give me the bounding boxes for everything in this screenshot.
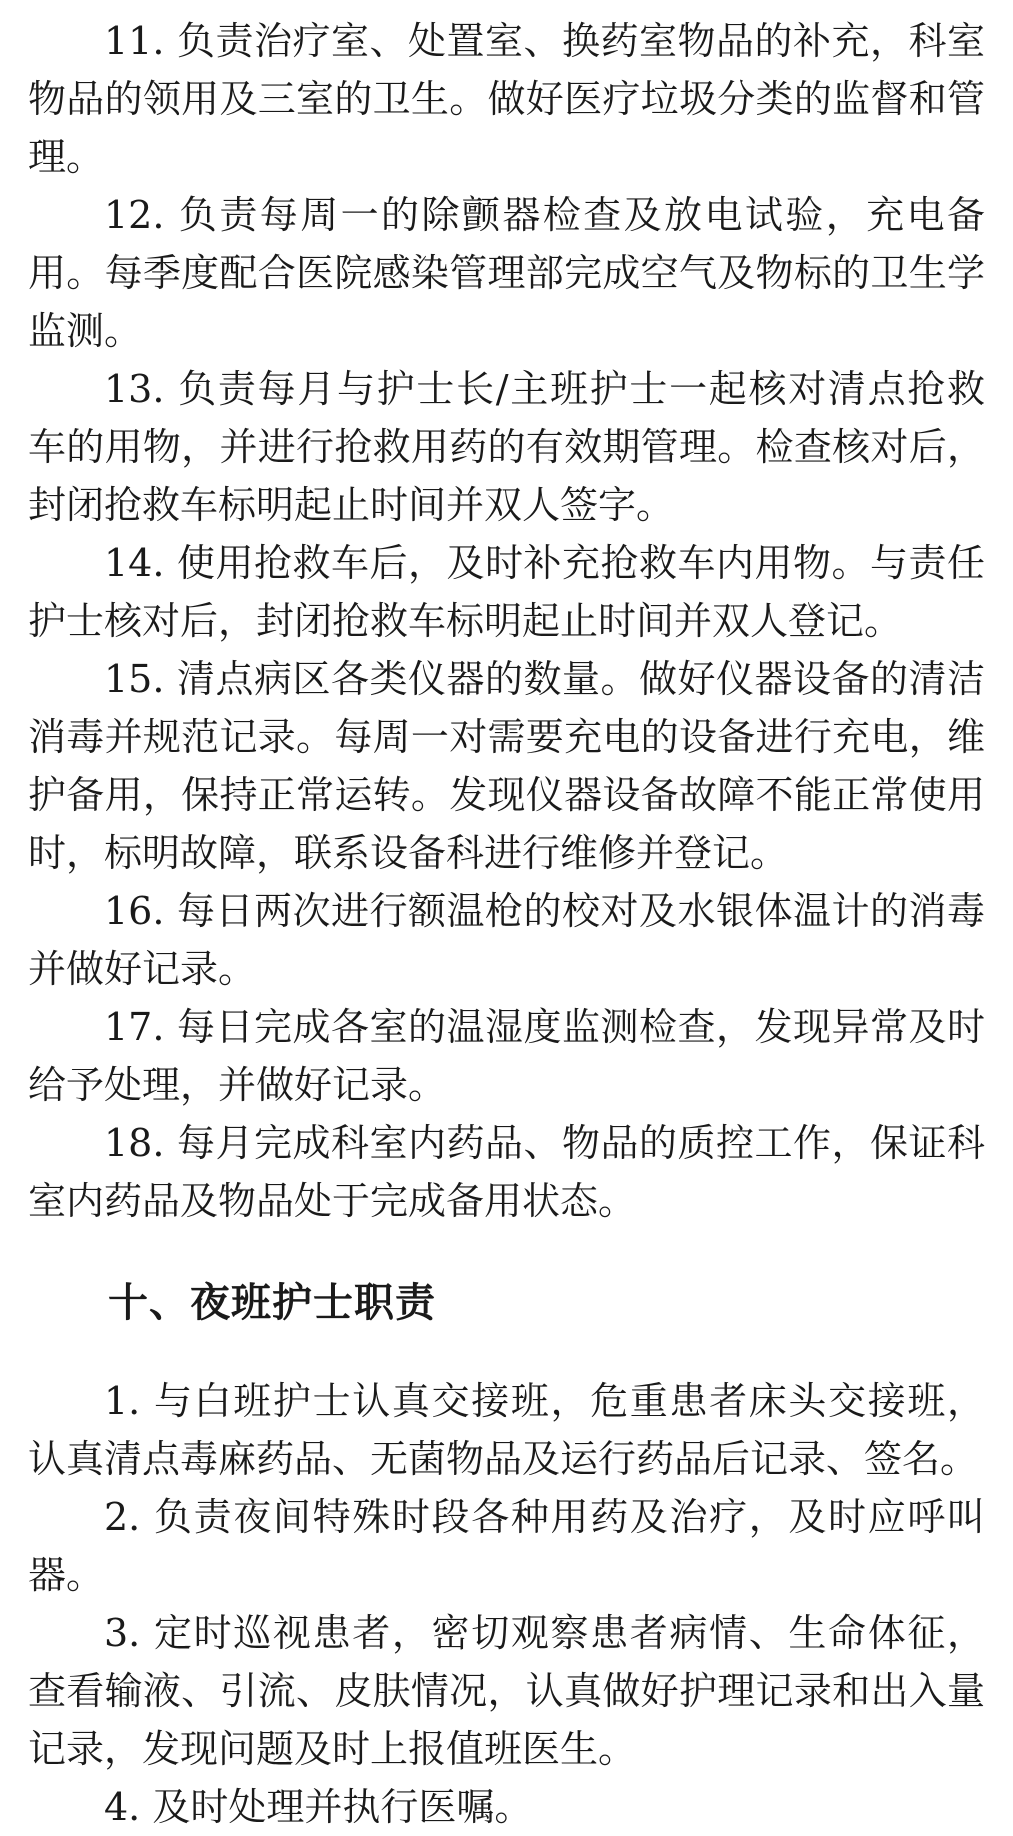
- duty-item-16: 16. 每日两次进行额温枪的校对及水银体温计的消毒并做好记录。: [28, 889, 985, 991]
- night-duty-item-2: 2. 负责夜间特殊时段各种用药及治疗，及时应呼叫器。: [28, 1495, 985, 1597]
- duty-item-17: 17. 每日完成各室的温湿度监测检查，发现异常及时给予处理，并做好记录。: [28, 1005, 985, 1107]
- night-duty-item-3: 3. 定时巡视患者，密切观察患者病情、生命体征，查看输液、引流、皮肤情况，认真做好护理记录和出入量记录，发现问题及时上报值班医生。: [28, 1611, 985, 1771]
- duty-item-11: 11. 负责治疗室、处置室、换药室物品的补充，科室物品的领用及三室的卫生。做好医疗垃圾分类的监督和管理。: [28, 19, 985, 179]
- duty-item-18: 18. 每月完成科室内药品、物品的质控工作，保证科室内药品及物品处于完成备用状态。: [28, 1121, 985, 1223]
- night-duty-item-1: 1. 与白班护士认真交接班，危重患者床头交接班，认真清点毒麻药品、无菌物品及运行药品后记录、签名。: [28, 1379, 985, 1481]
- duty-item-13: 13. 负责每月与护士长/主班护士一起核对清点抢救车的用物，并进行抢救用药的有效期管理。检查核对后，封闭抢救车标明起止时间并双人签字。: [28, 367, 985, 527]
- night-duty-item-4: 4. 及时处理并执行医嘱。: [104, 1785, 533, 1829]
- duty-item-15: 15. 清点病区各类仪器的数量。做好仪器设备的清洁消毒并规范记录。每周一对需要充电的设备进行充电，维护备用，保持正常运转。发现仪器设备故障不能正常使用时，标明故障，联系设备科进行维修并登记。: [28, 657, 985, 875]
- duty-item-14: 14. 使用抢救车后，及时补充抢救车内用物。与责任护士核对后，封闭抢救车标明起止时间并双人登记。: [28, 541, 985, 643]
- section-heading-night-nurse: 十、夜班护士职责: [108, 1280, 436, 1326]
- duty-item-12: 12. 负责每周一的除颤器检查及放电试验，充电备用。每季度配合医院感染管理部完成空气及物标的卫生学监测。: [28, 193, 985, 353]
